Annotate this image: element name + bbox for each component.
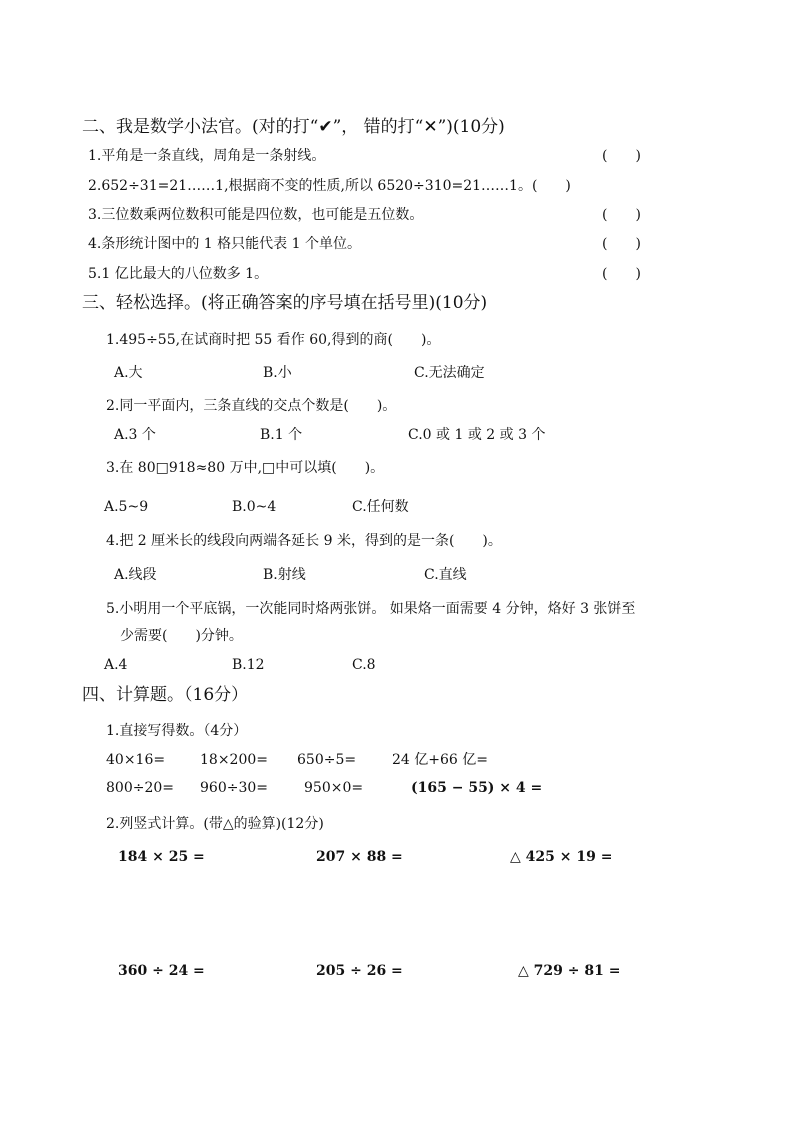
judge-item-2: 2.652÷31=21……1,根据商不变的性质,所以 6520÷310=21……1。( ): [88, 178, 571, 194]
choice-q5-a[interactable]: A.4: [104, 657, 128, 673]
oral-calc-4: 24 亿+66 亿=: [392, 752, 488, 768]
calc-sub1-title: 1.直接写得数。（4分）: [106, 723, 248, 739]
choice-q4-c[interactable]: C.直线: [424, 567, 467, 583]
choice-q3-stem: 3.在 80□918≈80 万中,□中可以填( )。: [106, 460, 385, 476]
judge-bracket-5[interactable]: ( ): [602, 266, 641, 282]
oral-calc-5: 800÷20=: [106, 780, 174, 796]
vertical-calc-3: △ 425 × 19 =: [510, 849, 613, 865]
judge-item-1: 1.平角是一条直线，周角是一条射线。: [88, 148, 326, 164]
section2-heading: 二、我是数学小法官。(对的打“✔”， 错的打“✕”)(10分): [82, 117, 505, 137]
choice-q2-c[interactable]: C.0 或 1 或 2 或 3 个: [408, 427, 546, 443]
choice-q1-stem: 1.495÷55,在试商时把 55 看作 60,得到的商( )。: [106, 332, 441, 348]
choice-q5-stem-line1: 5.小明用一个平底锅，一次能同时烙两张饼。 如果烙一面需要 4 分钟，烙好 3 张饼至: [106, 601, 636, 617]
section3-heading: 三、轻松选择。(将正确答案的序号填在括号里)(10分): [82, 293, 488, 313]
section4-heading: 四、计算题。（16分）: [82, 685, 249, 705]
oral-calc-8: (165 − 55) × 4 =: [411, 780, 543, 796]
judge-bracket-4[interactable]: ( ): [602, 236, 641, 252]
choice-q3-c[interactable]: C.任何数: [352, 499, 409, 515]
oral-calc-3: 650÷5=: [297, 752, 357, 768]
choice-q5-c[interactable]: C.8: [352, 657, 376, 673]
judge-item-5: 5.1 亿比最大的八位数多 1。: [88, 266, 269, 282]
choice-q1-a[interactable]: A.大: [114, 365, 143, 381]
oral-calc-7: 950×0=: [304, 780, 364, 796]
vertical-calc-2: 207 × 88 =: [316, 849, 403, 865]
choice-q5-b[interactable]: B.12: [232, 657, 265, 673]
judge-item-4: 4.条形统计图中的 1 格只能代表 1 个单位。: [88, 236, 361, 252]
vertical-calc-1: 184 × 25 =: [118, 849, 205, 865]
choice-q4-stem: 4.把 2 厘米长的线段向两端各延长 9 米，得到的是一条( )。: [106, 533, 502, 549]
choice-q2-b[interactable]: B.1 个: [260, 427, 303, 443]
vertical-calc-5: 205 ÷ 26 =: [316, 963, 403, 979]
choice-q3-b[interactable]: B.0~4: [232, 499, 277, 515]
judge-bracket-3[interactable]: ( ): [602, 207, 641, 223]
choice-q5-stem-line2: 少需要( )分钟。: [120, 628, 243, 644]
vertical-calc-4: 360 ÷ 24 =: [118, 963, 205, 979]
oral-calc-2: 18×200=: [200, 752, 268, 768]
calc-sub2-title: 2.列竖式计算。(带△的验算)(12分): [106, 816, 324, 832]
oral-calc-6: 960÷30=: [200, 780, 268, 796]
choice-q3-a[interactable]: A.5~9: [104, 499, 149, 515]
judge-item-3: 3.三位数乘两位数积可能是四位数，也可能是五位数。: [88, 207, 424, 223]
choice-q4-b[interactable]: B.射线: [263, 567, 306, 583]
vertical-calc-6: △ 729 ÷ 81 =: [518, 963, 621, 979]
choice-q4-a[interactable]: A.线段: [114, 567, 157, 583]
judge-bracket-1[interactable]: ( ): [602, 148, 641, 164]
choice-q1-b[interactable]: B.小: [263, 365, 292, 381]
choice-q2-a[interactable]: A.3 个: [114, 427, 156, 443]
choice-q1-c[interactable]: C.无法确定: [414, 365, 485, 381]
choice-q2-stem: 2.同一平面内，三条直线的交点个数是( )。: [106, 398, 397, 414]
oral-calc-1: 40×16=: [106, 752, 166, 768]
